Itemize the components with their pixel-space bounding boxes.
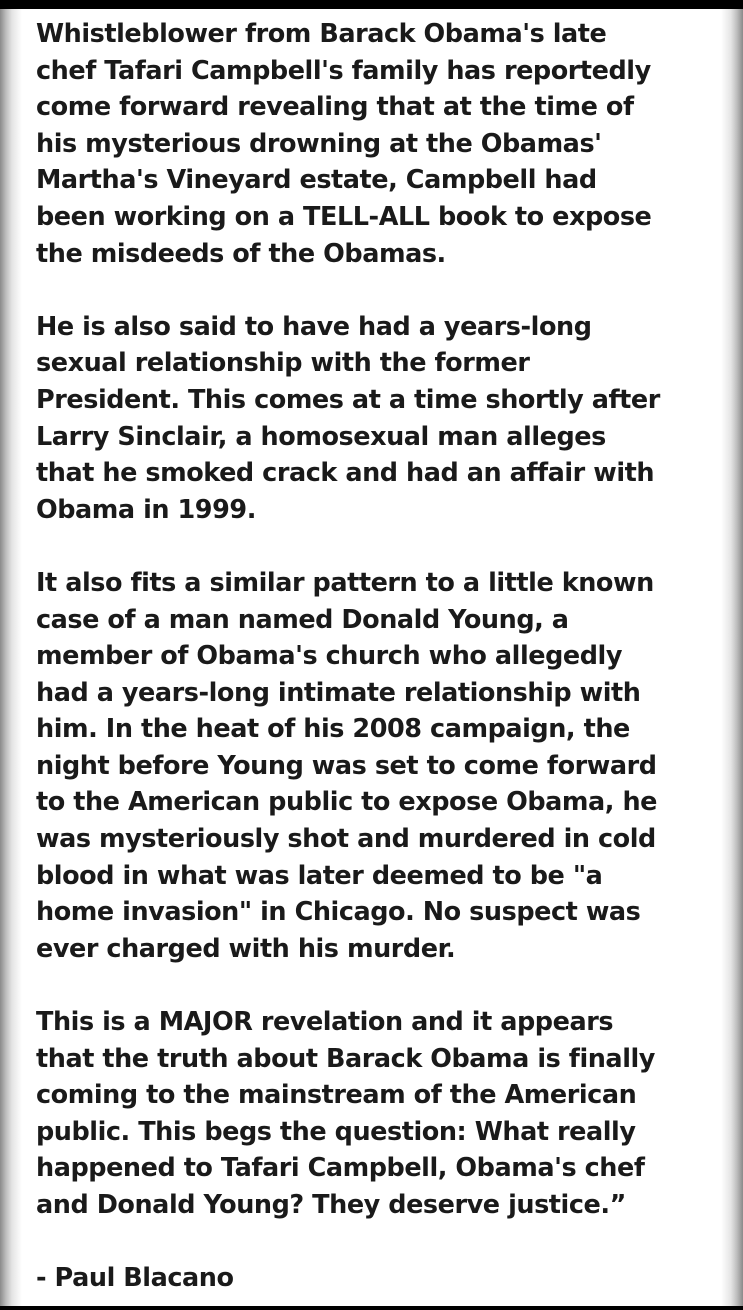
text-line: case of a man named Donald Young, a: [36, 604, 569, 635]
text-line: home invasion" in Chicago. No suspect was: [36, 897, 641, 928]
text-line: This is a MAJOR revelation and it appears: [36, 1007, 614, 1038]
text-line: was mysteriously shot and murdered in cold: [36, 824, 656, 855]
text-line: him. In the heat of his 2008 campaign, the: [36, 714, 630, 745]
paragraph-2: [36, 309, 706, 529]
text-line: Martha's Vineyard estate, Campbell had: [36, 165, 597, 196]
text-line: happened to Tafari Campbell, Obama's chef: [36, 1153, 645, 1184]
text-line: Obama in 1999.: [36, 494, 256, 525]
signature-text: - Paul Blacano: [36, 1263, 234, 1294]
text-line: night before Young was set to come forward: [36, 750, 657, 781]
text-line: member of Obama's church who allegedly: [36, 641, 623, 672]
text-line: President. This comes at a time shortly after: [36, 384, 660, 415]
text-line: come forward revealing that at the time of: [36, 92, 634, 123]
paragraph-1: [36, 16, 706, 272]
text-line: had a years-long intimate relationship with: [36, 677, 641, 708]
text-line: the misdeeds of the Obamas.: [36, 238, 446, 269]
text-line: ever charged with his murder.: [36, 933, 456, 964]
text-line: public. This begs the question: What really: [36, 1116, 636, 1147]
top-edge-bar: [0, 0, 743, 9]
bottom-edge-bar: [0, 1306, 743, 1310]
text-line: blood in what was later deemed to be "a: [36, 860, 603, 891]
post-text-body: [36, 16, 706, 1297]
text-line: coming to the mainstream of the American: [36, 1080, 637, 1111]
text-line: Larry Sinclair, a homosexual man alleges: [36, 421, 606, 452]
text-line: his mysterious drowning at the Obamas': [36, 128, 602, 159]
text-line: chef Tafari Campbell's family has reportedly: [36, 55, 651, 86]
text-line: He is also said to have had a years-long: [36, 311, 592, 342]
text-line: been working on a TELL-ALL book to expose: [36, 201, 652, 232]
text-line: sexual relationship with the former: [36, 348, 530, 379]
post-signature: [36, 1260, 706, 1297]
paragraph-4: [36, 1004, 706, 1224]
text-line: to the American public to expose Obama, he: [36, 787, 657, 818]
text-line: that he smoked crack and had an affair with: [36, 458, 655, 489]
text-line: Whistleblower from Barack Obama's late: [36, 19, 607, 49]
text-line: It also fits a similar pattern to a little known: [36, 567, 654, 598]
text-line: and Donald Young? They deserve justice.”: [36, 1190, 626, 1220]
paragraph-3: [36, 565, 706, 968]
text-line: that the truth about Barack Obama is finally: [36, 1043, 655, 1074]
